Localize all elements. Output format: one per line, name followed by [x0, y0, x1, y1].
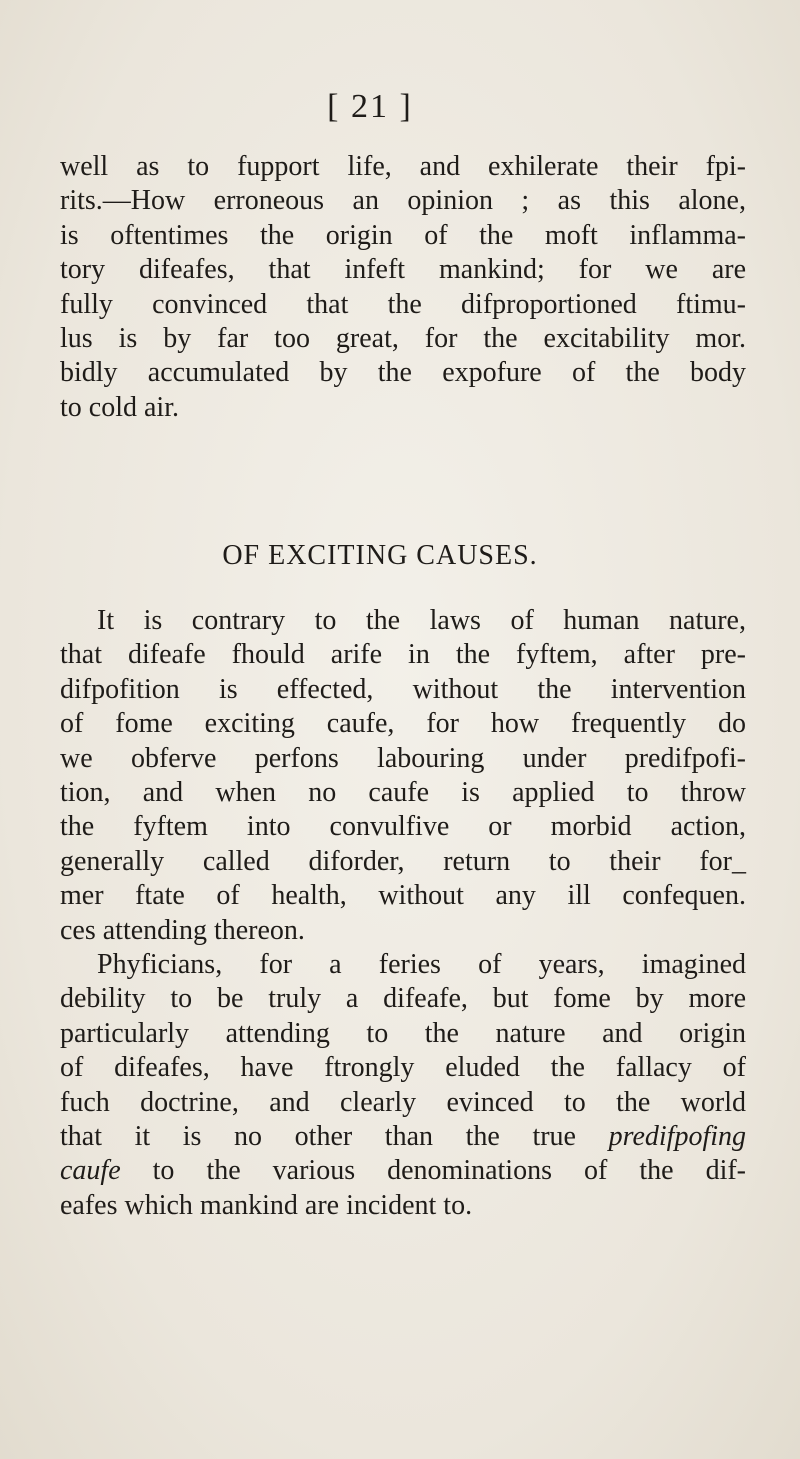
italic-term: predifpofing	[608, 1121, 747, 1153]
text-line: fuch doctrine, and clearly evinced to the world	[60, 1086, 746, 1118]
text-line: is oftentimes the origin of the moft inflamma-	[60, 219, 746, 251]
text-segment: to the various denominations of the dif-	[152, 1155, 746, 1187]
page-number: [ 21 ]	[327, 88, 413, 125]
paragraph-physicians	[60, 948, 746, 1223]
text-line: debility to be truly a difeafe, but fome by more	[60, 983, 746, 1015]
text-line: rits.—How erroneous an opinion ; as this alone,	[60, 185, 746, 217]
paragraph-exciting-causes	[60, 604, 746, 948]
text-line: mer ftate of health, without any ill confequen.	[60, 880, 746, 912]
text-line: of fome exciting caufe, for how frequently do	[60, 708, 746, 740]
text-line: fully convinced that the difproportioned ftimu-	[60, 288, 746, 320]
text-line: Phyficians, for a feries of years, imagined	[97, 949, 746, 980]
text-segment: that it is no other than the true	[60, 1121, 576, 1153]
text-line: lus is by far too great, for the excitability mor.	[60, 323, 746, 355]
text-line-with-italic	[60, 1120, 746, 1154]
text-line: we obferve perfons labouring under predifpofi-	[60, 742, 746, 774]
text-line: difpofition is effected, without the intervention	[60, 673, 746, 705]
text-line-with-italic	[60, 1154, 746, 1188]
text-line: It is contrary to the laws of human nature,	[97, 605, 746, 636]
italic-term: caufe	[60, 1155, 121, 1187]
text-line: generally called diforder, return to their for_	[60, 845, 746, 877]
text-line: of difeafes, have ftrongly eluded the fallacy of	[60, 1052, 746, 1084]
text-line: well as to fupport life, and exhilerate their fpi-	[60, 151, 746, 182]
text-line: that difeafe fhould arife in the fyftem, after pre-	[60, 639, 746, 671]
text-line: ces attending thereon.	[60, 914, 305, 946]
text-line: the fyftem into convulfive or morbid action,	[60, 811, 746, 843]
text-line: to cold air.	[60, 391, 179, 423]
text-line: tory difeafes, that infeft mankind; for we are	[60, 254, 746, 286]
paragraph-continuation	[60, 150, 746, 425]
text-line: bidly accumulated by the expofure of the body	[60, 357, 746, 389]
text-line: particularly attending to the nature and origin	[60, 1017, 746, 1049]
section-heading: OF EXCITING CAUSES.	[222, 540, 538, 571]
text-line: tion, and when no caufe is applied to throw	[60, 777, 746, 809]
text-line: eafes which mankind are incident to.	[60, 1189, 473, 1221]
